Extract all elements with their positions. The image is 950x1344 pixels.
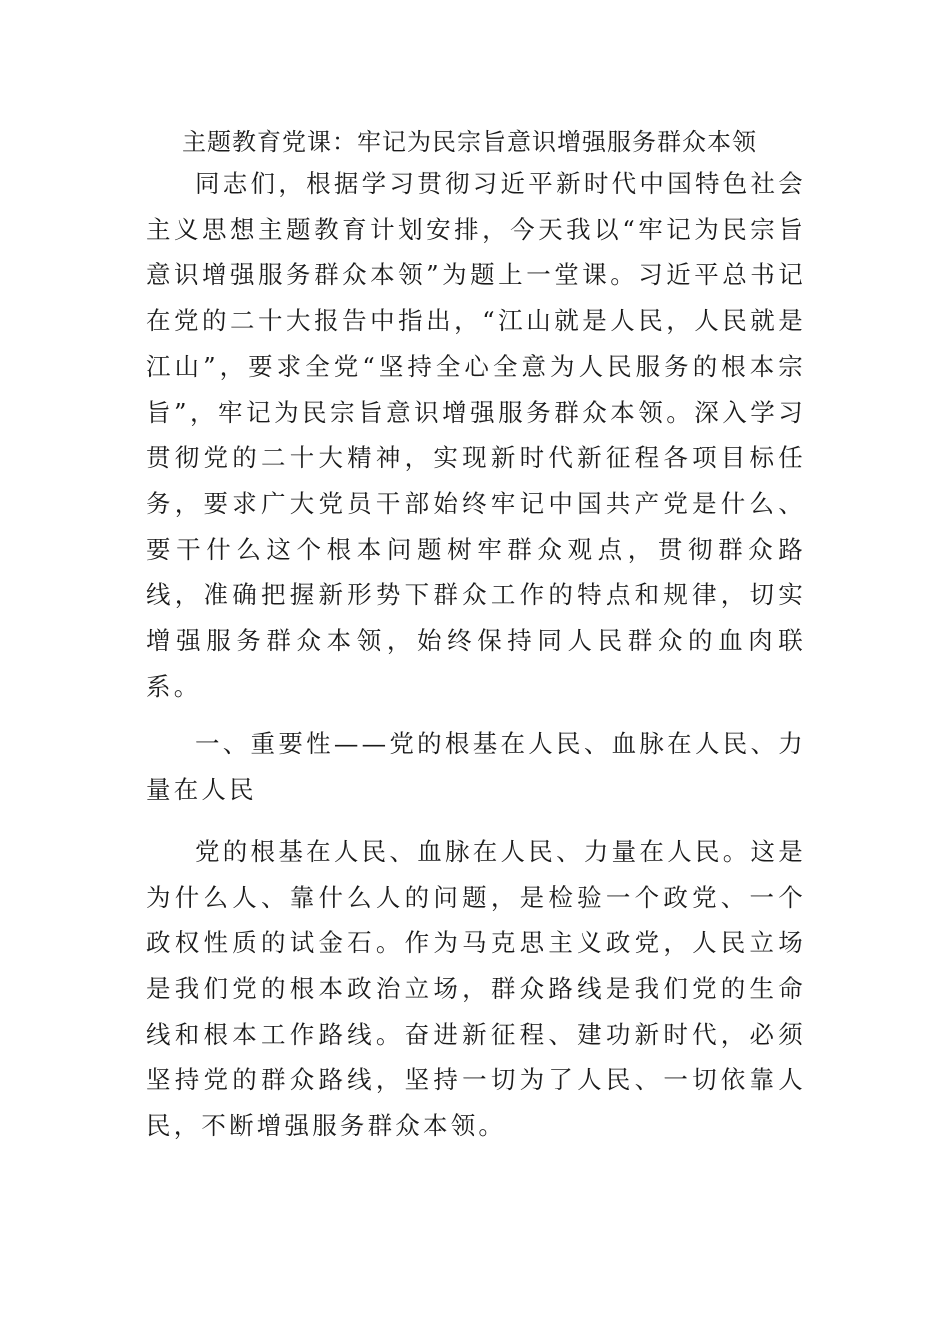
intro-paragraph: 同志们，根据学习贯彻习近平新时代中国特色社会主义思想主题教育计划安排，今天我以“牢记为民宗旨意识增强服务群众本领”为题上一堂课。习近平总书记在党的二十大报告中指出，“江山就是人民，人民就是江山”，要求全党“坚持全心全意为人民服务的根本宗旨”，牢记为民宗旨意识增强服务群众本领。深入学习贯彻党的二十大精神，实现新时代新征程各项目标任务，要求广大党员干部始终牢记中国共产党是什么、要干什么这个根本问题树牢群众观点，贯彻群众路线，准确把握新形势下群众工作的特点和规律，切实增强服务群众本领，始终保持同人民群众的血肉联系。: [146, 169, 806, 701]
section-heading-1: 一、重要性——党的根基在人民、血脉在人民、力量在人民: [146, 729, 806, 805]
section-1-paragraph: 党的根基在人民、血脉在人民、力量在人民。这是为什么人、靠什么人的问题，是检验一个政党、一个政权性质的试金石。作为马克思主义政党，人民立场是我们党的根本政治立场，群众路线是我们党的生命线和根本工作路线。奋进新征程、建功新时代，必须坚持党的群众路线，坚持一切为了人民、一切依靠人民，不断增强服务群众本领。: [146, 836, 806, 1141]
document-title: 主题教育党课：牢记为民宗旨意识增强服务群众本领: [182, 128, 757, 156]
document-body: [146, 123, 806, 1149]
